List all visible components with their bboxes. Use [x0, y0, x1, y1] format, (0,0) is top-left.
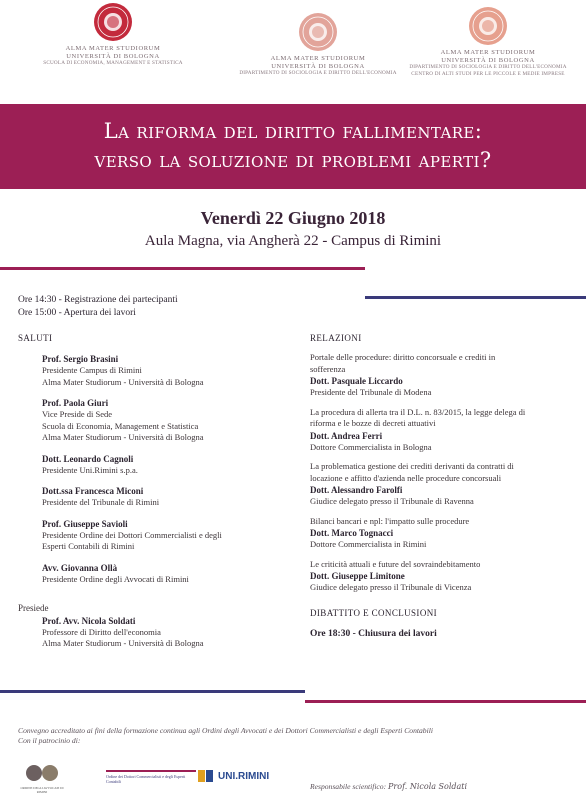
talk-entry: [310, 407, 580, 454]
logo-label: UNI.RIMINI: [218, 770, 270, 782]
seal-department-2: CENTRO DI ALTI STUDI PER LE PICCOLE E MEDIE IMPRESE: [411, 70, 565, 77]
speaker-role: Giudice delegato presso il Tribunale di Ravenna: [310, 496, 474, 506]
talk-entry: [310, 352, 580, 399]
talk-topic: locazione e affitto d'azienda nelle procedure concorsuali: [310, 472, 502, 483]
scientific-lead: [310, 782, 467, 791]
seal-block-dipartimento: [228, 0, 408, 77]
talk-topic: La problematica gestione dei crediti derivanti da contratti di: [310, 461, 514, 471]
divider: [305, 700, 586, 703]
section-heading: Presiede: [18, 603, 49, 613]
talk-topic: Le criticità attuali e future del sovraindebitamento: [310, 558, 481, 569]
university-seal-icon: [468, 6, 508, 46]
seal-subtitle: UNIVERSITÀ DI BOLOGNA: [66, 52, 160, 60]
talk-entry: [310, 516, 580, 551]
speaker-role: Vice Preside di Sede: [42, 409, 113, 419]
seal-subtitle: UNIVERSITÀ DI BOLOGNA: [271, 62, 365, 70]
speaker-role: Presidente del Tribunale di Rimini: [42, 497, 160, 507]
seal-title: ALMA MATER STUDIORUM: [65, 45, 161, 52]
speaker-role: Dottore Commercialista in Bologna: [310, 441, 432, 452]
speaker-role: Professore di Diritto dell'economia: [42, 626, 161, 637]
relazioni-section: [310, 333, 580, 639]
event-date: Venerdì 22 Giugno 2018: [200, 208, 386, 228]
seal-block-scuola: [28, 0, 198, 67]
speaker-name: Dott. Andrea Ferri: [310, 430, 383, 441]
seal-department: DIPARTIMENTO DI SOCIOLOGIA E DIRITTO DELL'ECONOMIA: [409, 64, 567, 70]
dibattito-heading: DIBATTITO E CONCLUSIONI: [310, 607, 438, 618]
presiede-section: [18, 603, 298, 650]
speaker-role: Presidente Uni.Rimini s.p.a.: [42, 464, 138, 475]
odcec-logo: [106, 770, 196, 784]
speaker-entry: [42, 353, 298, 388]
schedule-line: Ore 14:30 - Registrazione dei partecipanti: [18, 295, 178, 305]
talk-entry: [310, 461, 580, 508]
unirimini-logo: [198, 767, 269, 785]
speaker-role: Presidente del Tribunale di Modena: [310, 387, 432, 397]
talk-entry: [310, 559, 580, 594]
seal-block-centro: [395, 0, 581, 77]
resp-label: Responsabile scientifico:: [310, 782, 387, 791]
university-seal-icon: [298, 12, 338, 52]
seal-title: ALMA MATER STUDIORUM: [270, 55, 366, 62]
speaker-role: Giudice delegato presso il Tribunale di Vicenza: [310, 582, 472, 592]
talk-topic: Portale delle procedure: diritto concorsuale e crediti in: [310, 352, 496, 362]
speaker-name: Dott. Leonardo Cagnoli: [42, 453, 134, 464]
talk-topic: Bilanci bancari e npl: l'impatto sulle procedure: [310, 515, 470, 526]
speaker-role: Presidente Ordine dei Dottori Commercialisti e degli: [42, 529, 222, 540]
divider: [365, 296, 586, 299]
speaker-entry: [42, 453, 298, 477]
schedule: [18, 294, 178, 320]
accreditation-text: Convegno accreditato ai fini della formazione continua agli Ordini degli Avvocati e dei Dottori Commercialisti e degli Esperti Contabili: [18, 726, 433, 735]
event-title-line-2: verso la soluzione di problemi aperti?: [94, 148, 492, 172]
speaker-role: Presidente Campus di Rimini: [42, 365, 142, 375]
section-heading: RELAZIONI: [310, 333, 362, 343]
speaker-role: Alma Mater Studiorum - Università di Bologna: [42, 376, 204, 387]
speaker-role: Alma Mater Studiorum - Università di Bologna: [42, 638, 204, 648]
speaker-entry: [42, 518, 298, 553]
seal-subtitle: UNIVERSITÀ DI BOLOGNA: [441, 56, 535, 64]
speaker-name: Prof. Avv. Nicola Soldati: [42, 615, 136, 626]
section-heading: SALUTI: [18, 333, 53, 343]
speaker-name: Dott. Pasquale Liccardo: [310, 376, 403, 386]
event-venue: Aula Magna, via Angherà 22 - Campus di Rimini: [144, 233, 442, 249]
speaker-name: Dott. Giuseppe Limitone: [310, 571, 405, 581]
speaker-name: Prof. Paola Giuri: [42, 398, 109, 408]
speaker-name: Dott. Alessandro Farolfi: [310, 485, 403, 495]
closing-time: Ore 18:30 - Chiusura dei lavori: [310, 628, 437, 639]
speaker-role: Alma Mater Studiorum - Università di Bologna: [42, 432, 204, 442]
talk-topic: La procedura di allerta tra il D.L. n. 83/2015, la legge delega di: [310, 406, 526, 417]
seal-department: DIPARTIMENTO DI SOCIOLOGIA E DIRITTO DELL'ECONOMIA: [239, 70, 397, 76]
speaker-entry: [42, 397, 298, 444]
speaker-role: Scuola di Economia, Management e Statistica: [42, 420, 199, 431]
speaker-name: Dott. Marco Tognacci: [310, 528, 394, 538]
divider: [0, 267, 365, 270]
speaker-name: Avv. Giovanna Ollà: [42, 562, 118, 573]
seal-title: ALMA MATER STUDIORUM: [440, 49, 536, 56]
resp-name: Prof. Nicola Soldati: [388, 782, 468, 791]
speaker-name: Prof. Giuseppe Savioli: [42, 518, 128, 529]
ordine-avvocati-logo: [18, 764, 66, 795]
saluti-section: [18, 333, 298, 650]
schedule-line: Ore 15:00 - Apertura dei lavori: [18, 308, 136, 318]
divider: [0, 690, 305, 693]
speaker-role: Dottore Commercialista in Rimini: [310, 539, 427, 549]
speaker-name: Dott.ssa Francesca Miconi: [42, 486, 144, 496]
speaker-entry: [42, 485, 298, 509]
talk-topic: riforma e le bozze di decreti attuativi: [310, 418, 436, 428]
title-banner: [0, 104, 586, 189]
speaker-role: Esperti Contabili di Rimini: [42, 541, 135, 551]
university-seal-icon: [93, 2, 133, 42]
patronage-label: Con il patrocinio di:: [18, 736, 81, 745]
speaker-role: Presidente Ordine degli Avvocati di Rimini: [42, 573, 189, 584]
accreditation-note: [18, 726, 433, 746]
event-title-line-1: La riforma del diritto fallimentare:: [103, 119, 483, 143]
talk-topic: sofferenza: [310, 363, 346, 374]
speaker-entry: [42, 562, 298, 586]
seal-department: SCUOLA DI ECONOMIA, MANAGEMENT E STATISTICA: [43, 60, 183, 66]
logo-label: Ordine dei Dottori Commercialisti e degli Esperti Contabili: [106, 773, 186, 784]
logo-label: ORDINE DEGLI AVVOCATI DI RIMINI: [20, 786, 64, 794]
speaker-name: Prof. Sergio Brasini: [42, 354, 119, 364]
